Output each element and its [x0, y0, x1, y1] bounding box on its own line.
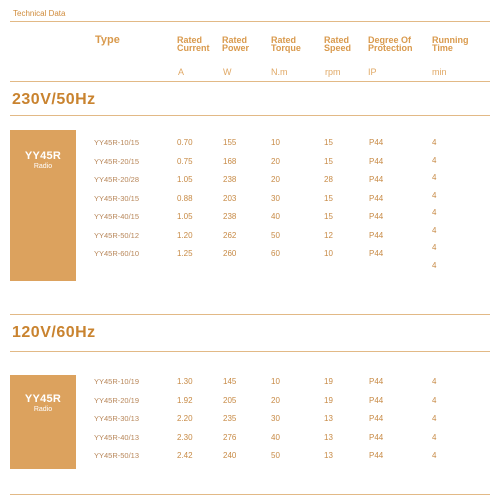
unit-time: min [432, 67, 447, 77]
cell-type: YY45R-20/28 [94, 175, 140, 184]
cell-protection: P44 [369, 432, 384, 442]
cell-rated-speed: 12 [324, 230, 333, 240]
header-running-time: Running Time [432, 35, 469, 53]
cell-protection: P44 [369, 156, 384, 166]
cell-running-time: 4 [432, 377, 437, 386]
cell-rated-torque: 50 [271, 451, 280, 460]
page-label: Technical Data [13, 9, 66, 18]
cell-rated-speed: 19 [324, 377, 333, 386]
cell-protection: P44 [369, 249, 384, 258]
unit-speed: rpm [325, 67, 341, 77]
cell-running-time: 4 [432, 208, 437, 217]
cell-type: YY45R-50/13 [94, 451, 140, 460]
header-degree-of-protection: Degree Of Protection [368, 35, 413, 53]
cell-running-time: 4 [432, 243, 437, 252]
cell-rated-power: 168 [223, 156, 237, 166]
header-rated-torque: Rated Torque [271, 35, 301, 53]
section-divider-230v [10, 115, 490, 116]
cell-rated-current: 1.20 [177, 230, 193, 240]
badge-subtitle: Radio [33, 406, 53, 413]
cell-rated-power: 238 [223, 212, 237, 221]
cell-rated-speed: 19 [324, 395, 333, 405]
cell-running-time: 4 [432, 190, 437, 200]
units-divider [10, 81, 490, 82]
cell-rated-torque: 10 [271, 377, 280, 386]
top-divider [10, 21, 490, 22]
cell-rated-power: 145 [223, 377, 237, 386]
cell-type: YY45R-40/13 [94, 432, 140, 442]
header-rated-power: Rated Power [222, 35, 250, 53]
unit-current: A [178, 67, 185, 77]
cell-rated-speed: 13 [324, 414, 333, 423]
cell-type: YY45R-20/19 [94, 395, 140, 405]
cell-rated-power: 262 [223, 230, 237, 240]
bottom-divider [10, 494, 490, 495]
cell-running-time: 4 [432, 138, 437, 147]
cell-protection: P44 [369, 212, 384, 221]
cell-rated-current: 0.70 [177, 138, 193, 147]
badge-subtitle: Radio [33, 163, 53, 170]
section-title-120v: 120V/60Hz [12, 324, 96, 341]
cell-rated-current: 2.20 [177, 414, 193, 423]
cell-type: YY45R-30/15 [94, 193, 140, 203]
cell-type: YY45R-10/19 [94, 377, 140, 386]
cell-rated-torque: 10 [271, 138, 280, 147]
cell-running-time: 4 [432, 260, 437, 270]
cell-rated-speed: 15 [324, 193, 333, 203]
cell-running-time: 4 [432, 173, 437, 182]
cell-type: YY45R-10/15 [94, 138, 140, 147]
unit-protection: IP [368, 67, 377, 77]
unit-power: W [223, 67, 232, 77]
header-rated-current: Rated Current [177, 35, 210, 53]
section-divider-top-120v [10, 314, 490, 315]
cell-rated-speed: 13 [324, 432, 333, 442]
cell-protection: P44 [369, 230, 384, 240]
cell-type: YY45R-30/13 [94, 414, 140, 423]
header-rated-speed: Rated Speed [324, 35, 352, 53]
cell-rated-power: 260 [223, 249, 237, 258]
cell-rated-current: 1.05 [177, 175, 193, 184]
cell-type: YY45R-20/15 [94, 156, 140, 166]
model-badge-120v [10, 375, 76, 469]
cell-rated-current: 1.05 [177, 212, 193, 221]
badge-model: YY45R [24, 150, 62, 162]
cell-rated-speed: 10 [324, 249, 333, 258]
cell-rated-speed: 15 [324, 156, 333, 166]
section-title-230v: 230V/50Hz [12, 91, 96, 108]
cell-rated-power: 238 [223, 175, 237, 184]
cell-rated-current: 2.42 [177, 451, 193, 460]
cell-running-time: 4 [432, 225, 437, 235]
cell-protection: P44 [369, 193, 384, 203]
cell-rated-current: 2.30 [177, 432, 193, 442]
cell-rated-power: 155 [223, 138, 237, 147]
cell-rated-speed: 13 [324, 451, 333, 460]
cell-protection: P44 [369, 451, 384, 460]
cell-protection: P44 [369, 377, 384, 386]
cell-rated-power: 203 [223, 193, 237, 203]
cell-running-time: 4 [432, 414, 437, 423]
cell-running-time: 4 [432, 395, 437, 405]
cell-type: YY45R-40/15 [94, 212, 140, 221]
cell-protection: P44 [369, 175, 384, 184]
cell-protection: P44 [369, 414, 384, 423]
badge-model: YY45R [24, 393, 62, 405]
cell-running-time: 4 [432, 155, 437, 165]
cell-protection: P44 [369, 138, 384, 147]
cell-type: YY45R-60/10 [94, 249, 140, 258]
cell-rated-power: 276 [223, 432, 237, 442]
cell-rated-torque: 20 [271, 175, 280, 184]
cell-rated-current: 0.88 [177, 193, 193, 203]
cell-type: YY45R-50/12 [94, 230, 140, 240]
cell-rated-current: 1.25 [177, 249, 193, 258]
cell-rated-speed: 15 [324, 138, 333, 147]
cell-running-time: 4 [432, 451, 437, 460]
cell-rated-torque: 20 [271, 395, 280, 405]
cell-rated-torque: 30 [271, 414, 280, 423]
cell-rated-torque: 20 [271, 156, 280, 166]
section-divider-120v [10, 351, 490, 352]
cell-rated-torque: 40 [271, 212, 280, 221]
cell-rated-torque: 40 [271, 432, 280, 442]
cell-rated-power: 235 [223, 414, 237, 423]
unit-torque: N.m [271, 67, 288, 77]
cell-rated-torque: 50 [271, 230, 280, 240]
cell-rated-current: 1.92 [177, 395, 193, 405]
cell-protection: P44 [369, 395, 384, 405]
header-type: Type [95, 34, 120, 46]
cell-rated-speed: 15 [324, 212, 333, 221]
cell-rated-power: 240 [223, 451, 237, 460]
cell-rated-current: 0.75 [177, 156, 193, 166]
cell-rated-power: 205 [223, 395, 237, 405]
cell-rated-torque: 60 [271, 249, 280, 258]
cell-rated-torque: 30 [271, 193, 280, 203]
cell-running-time: 4 [432, 432, 437, 442]
cell-rated-speed: 28 [324, 175, 333, 184]
cell-rated-current: 1.30 [177, 377, 193, 386]
model-badge-230v [10, 130, 76, 281]
